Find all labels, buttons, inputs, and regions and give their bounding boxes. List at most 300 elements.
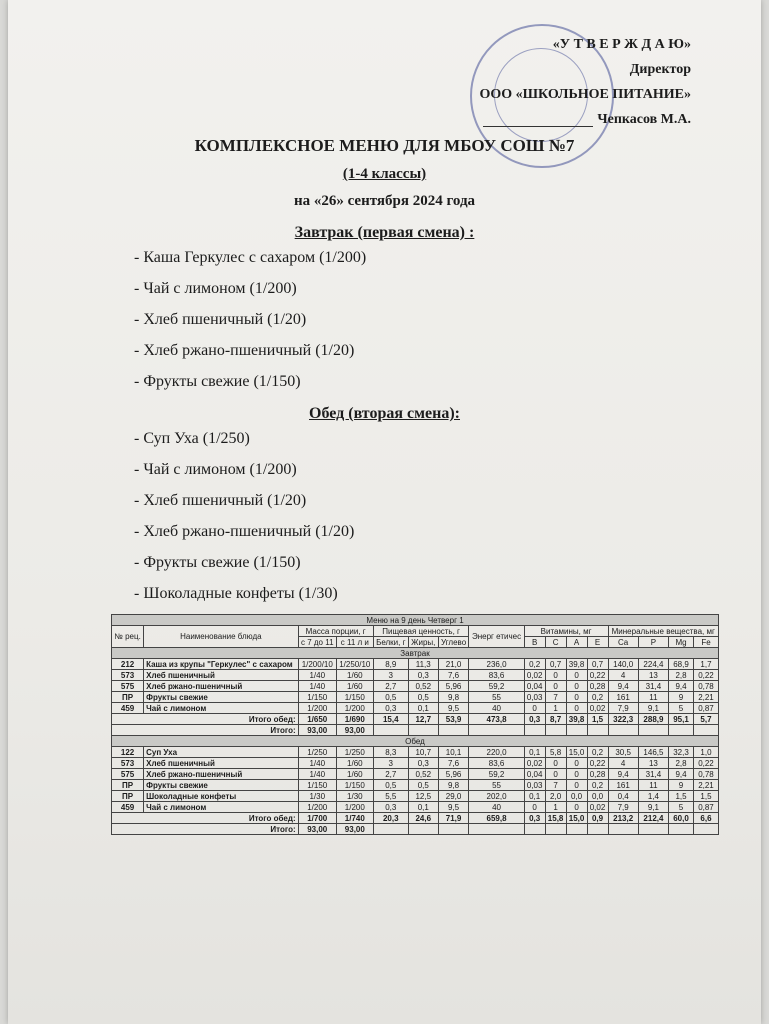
table-row [112, 703, 719, 714]
table-cell: 0 [566, 703, 587, 714]
table-cell: 0,04 [524, 681, 545, 692]
table-cell: 212 [112, 659, 144, 670]
table-cell: 9,8 [438, 780, 469, 791]
col-nutrition: Пищевая ценность, г [373, 626, 469, 637]
table-cell: 7 [545, 692, 566, 703]
list-item: - Суп Уха (1/250) [134, 430, 250, 447]
table-cell: 1,5 [669, 791, 694, 802]
col-recipe-number: № рец. [112, 626, 144, 648]
table-cell: 40 [469, 703, 524, 714]
table-row [112, 791, 719, 802]
table-cell: 0,02 [587, 703, 608, 714]
table-cell: 0,7 [545, 659, 566, 670]
table-cell: 0,87 [693, 703, 718, 714]
table-cell: ПР [112, 692, 144, 703]
total-cell: 288,9 [638, 714, 668, 725]
list-item: - Хлеб ржано-пшеничный (1/20) [134, 523, 355, 540]
total-cell: 12,7 [408, 714, 438, 725]
approval-block [480, 32, 692, 132]
table-cell: 459 [112, 802, 144, 813]
table-cell: 0,52 [408, 681, 438, 692]
table-cell: 161 [608, 692, 638, 703]
table-cell: 1/250/10 [336, 659, 373, 670]
empty-cell [524, 824, 545, 835]
price-cell: 93,00 [298, 725, 336, 736]
table-row [112, 659, 719, 670]
table-cell: 0 [545, 769, 566, 780]
table-cell: 0,5 [373, 780, 408, 791]
dish-name-cell: Фрукты свежие [144, 780, 299, 791]
table-cell: 11 [638, 780, 668, 791]
col-fat: Жиры, [408, 637, 438, 648]
table-cell: 1/40 [298, 769, 336, 780]
table-row [112, 681, 719, 692]
table-cell: 0,78 [693, 769, 718, 780]
table-cell: 2,21 [693, 780, 718, 791]
list-item: - Хлеб пшеничный (1/20) [134, 311, 307, 328]
table-cell: 1,7 [693, 659, 718, 670]
total-cell: 473,8 [469, 714, 524, 725]
breakfast-title: Завтрак (первая смена) : [294, 224, 475, 241]
approval-organization: ООО «ШКОЛЬНОЕ ПИТАНИЕ» [479, 87, 691, 102]
table-cell: 0 [524, 802, 545, 813]
table-row [112, 747, 719, 758]
section-row [112, 736, 719, 747]
table-cell: 83,6 [469, 670, 524, 681]
table-cell: 0,3 [373, 802, 408, 813]
table-cell: 2,7 [373, 769, 408, 780]
empty-cell [693, 725, 718, 736]
empty-cell [587, 725, 608, 736]
table-cell: 0 [566, 692, 587, 703]
col-vitamins: Витамины, мг [524, 626, 608, 637]
total-cell: 0,3 [524, 813, 545, 824]
table-cell: 15,0 [566, 747, 587, 758]
total-cell: 322,3 [608, 714, 638, 725]
table-cell: 55 [469, 780, 524, 791]
empty-cell [524, 725, 545, 736]
table-cell: 9 [669, 692, 694, 703]
table-cell: 0,03 [524, 780, 545, 791]
table-cell: 1/200 [298, 802, 336, 813]
table-cell: 1/200/10 [298, 659, 336, 670]
col-ca: Ca [608, 637, 638, 648]
table-cell: 9,1 [638, 703, 668, 714]
document-title: КОМПЛЕКСНОЕ МЕНЮ ДЛЯ МБОУ СОШ №7 [194, 136, 575, 155]
table-cell: ПР [112, 780, 144, 791]
total-cell: 15,0 [566, 813, 587, 824]
table-cell: 2,21 [693, 692, 718, 703]
table-cell: 59,2 [469, 681, 524, 692]
dish-name-cell: Хлеб пшеничный [144, 670, 299, 681]
table-cell: 55 [469, 692, 524, 703]
signature [483, 112, 593, 127]
table-cell: 39,8 [566, 659, 587, 670]
list-item: - Чай с лимоном (1/200) [134, 280, 297, 297]
table-cell: 0,2 [587, 747, 608, 758]
table-cell: 459 [112, 703, 144, 714]
list-item: - Хлеб пшеничный (1/20) [134, 492, 307, 509]
table-cell: 0,0 [587, 791, 608, 802]
table-cell: 0,1 [524, 747, 545, 758]
lunch-section [8, 405, 761, 609]
dish-name-cell: Хлеб пшеничный [144, 758, 299, 769]
table-cell: 0,2 [524, 659, 545, 670]
table-cell: 2,8 [669, 758, 694, 769]
table-cell: 7,6 [438, 670, 469, 681]
table-row [112, 802, 719, 813]
table-cell: 0,2 [587, 692, 608, 703]
table-cell: 140,0 [608, 659, 638, 670]
dish-name-cell: Фрукты свежие [144, 692, 299, 703]
total-row [112, 714, 719, 725]
table-banner: Меню на 9 день Четверг 1 [112, 615, 719, 626]
empty-cell [566, 725, 587, 736]
section-title: Обед [112, 736, 719, 747]
table-cell: 0,22 [587, 758, 608, 769]
nutrition-table [111, 614, 719, 835]
total-cell: 15,4 [373, 714, 408, 725]
price-row [112, 725, 719, 736]
table-cell: 9,4 [669, 769, 694, 780]
table-row [112, 758, 719, 769]
col-vit-b: B [524, 637, 545, 648]
empty-cell [669, 824, 694, 835]
approval-signer-line [480, 107, 692, 132]
total-cell: 213,2 [608, 813, 638, 824]
table-cell: 1/40 [298, 670, 336, 681]
document-header [8, 136, 761, 210]
table-cell: 10,7 [408, 747, 438, 758]
col-protein: Белки, г [373, 637, 408, 648]
table-cell: 2,7 [373, 681, 408, 692]
total-cell: 212,4 [638, 813, 668, 824]
table-cell: 7,6 [438, 758, 469, 769]
price-cell: 93,00 [298, 824, 336, 835]
table-cell: 224,4 [638, 659, 668, 670]
breakfast-section [8, 224, 761, 397]
table-cell: 575 [112, 681, 144, 692]
menu-date: на «26» сентября 2024 года [293, 193, 476, 209]
table-cell: 12,5 [408, 791, 438, 802]
table-cell: 1/30 [336, 791, 373, 802]
table-cell: ПР [112, 791, 144, 802]
table-cell: 10,1 [438, 747, 469, 758]
table-cell: 0,5 [408, 692, 438, 703]
empty-cell [693, 824, 718, 835]
total-cell: 0,9 [587, 813, 608, 824]
table-cell: 7,9 [608, 802, 638, 813]
table-cell: 0,3 [408, 758, 438, 769]
dish-name-cell: Суп Уха [144, 747, 299, 758]
table-cell: 8,3 [373, 747, 408, 758]
table-cell: 0,4 [608, 791, 638, 802]
table-cell: 1/60 [336, 670, 373, 681]
list-item: - Каша Геркулес с сахаром (1/200) [134, 249, 367, 266]
document-page [8, 0, 761, 1024]
table-cell: 0 [545, 681, 566, 692]
col-vit-e: E [587, 637, 608, 648]
table-cell: 0,03 [524, 692, 545, 703]
table-cell: 13 [638, 758, 668, 769]
table-cell: 0,22 [693, 670, 718, 681]
total-cell: 1/690 [336, 714, 373, 725]
table-cell: 0 [566, 769, 587, 780]
table-cell: 0 [545, 758, 566, 769]
table-row [112, 692, 719, 703]
dish-name-cell: Каша из крупы "Геркулес" с сахаром [144, 659, 299, 670]
total-cell: 24,6 [408, 813, 438, 824]
col-portion-mass: Масса порции, г [298, 626, 373, 637]
table-cell: 9,4 [669, 681, 694, 692]
table-cell: 0,78 [693, 681, 718, 692]
nutrition-table-wrap [111, 614, 719, 835]
total-label: Итого обед: [112, 714, 299, 725]
list-item: - Шоколадные конфеты (1/30) [134, 585, 338, 602]
price-label: Итого: [112, 824, 299, 835]
price-cell: 93,00 [336, 824, 373, 835]
table-cell: 0,2 [587, 780, 608, 791]
table-cell: 0,02 [524, 758, 545, 769]
table-cell: 0 [566, 780, 587, 791]
approval-signer: Чепкасов М.А. [597, 112, 691, 127]
table-cell: 0 [566, 681, 587, 692]
table-cell: 30,5 [608, 747, 638, 758]
table-cell: 1/150 [298, 692, 336, 703]
empty-cell [469, 725, 524, 736]
lunch-list [8, 423, 761, 609]
empty-cell [438, 824, 469, 835]
table-cell: 9,8 [438, 692, 469, 703]
table-cell: 0,02 [587, 802, 608, 813]
total-cell: 53,9 [438, 714, 469, 725]
col-minerals: Минеральные вещества, мг [608, 626, 718, 637]
empty-cell [545, 725, 566, 736]
table-cell: 32,3 [669, 747, 694, 758]
total-cell: 1,5 [587, 714, 608, 725]
table-cell: 3 [373, 758, 408, 769]
col-mass-b: с 11 л и [336, 637, 373, 648]
table-cell: 220,0 [469, 747, 524, 758]
table-cell: 573 [112, 758, 144, 769]
table-cell: 1/30 [298, 791, 336, 802]
section-title: Завтрак [112, 648, 719, 659]
table-row [112, 670, 719, 681]
table-cell: 8,9 [373, 659, 408, 670]
table-cell: 575 [112, 769, 144, 780]
table-cell: 0,1 [524, 791, 545, 802]
table-cell: 7,9 [608, 703, 638, 714]
table-cell: 1/40 [298, 681, 336, 692]
col-mg: Mg [669, 637, 694, 648]
table-cell: 1/150 [336, 780, 373, 791]
table-cell: 68,9 [669, 659, 694, 670]
table-banner-row [112, 615, 719, 626]
table-cell: 9,5 [438, 703, 469, 714]
table-cell: 1/200 [336, 802, 373, 813]
table-cell: 29,0 [438, 791, 469, 802]
empty-cell [669, 725, 694, 736]
empty-cell [469, 824, 524, 835]
table-cell: 59,2 [469, 769, 524, 780]
total-cell: 1/700 [298, 813, 336, 824]
total-cell: 5,7 [693, 714, 718, 725]
lunch-title: Обед (вторая смена): [309, 405, 460, 422]
table-cell: 11 [638, 692, 668, 703]
col-fe: Fe [693, 637, 718, 648]
dish-name-cell: Чай с лимоном [144, 703, 299, 714]
table-cell: 0,3 [373, 703, 408, 714]
table-cell: 0 [566, 670, 587, 681]
empty-cell [638, 725, 668, 736]
table-cell: 161 [608, 780, 638, 791]
table-cell: 5 [669, 703, 694, 714]
table-cell: 40 [469, 802, 524, 813]
table-cell: 5,96 [438, 769, 469, 780]
header-row [112, 626, 719, 637]
total-cell: 71,9 [438, 813, 469, 824]
col-vit-a: A [566, 637, 587, 648]
empty-cell [566, 824, 587, 835]
table-cell: 5,8 [545, 747, 566, 758]
table-cell: 0,7 [587, 659, 608, 670]
list-item: - Хлеб ржано-пшеничный (1/20) [134, 342, 355, 359]
table-cell: 7 [545, 780, 566, 791]
total-cell: 39,8 [566, 714, 587, 725]
total-cell: 1/650 [298, 714, 336, 725]
table-cell: 1/200 [336, 703, 373, 714]
table-row [112, 769, 719, 780]
col-mass-a: с 7 до 11 [298, 637, 336, 648]
table-cell: 1/150 [336, 692, 373, 703]
table-cell: 202,0 [469, 791, 524, 802]
table-cell: 31,4 [638, 681, 668, 692]
table-cell: 5,96 [438, 681, 469, 692]
total-cell: 60,0 [669, 813, 694, 824]
table-cell: 9 [669, 780, 694, 791]
table-cell: 0,22 [693, 758, 718, 769]
empty-cell [373, 725, 408, 736]
list-item: - Фрукты свежие (1/150) [134, 554, 301, 571]
table-cell: 1/40 [298, 758, 336, 769]
table-cell: 1/150 [298, 780, 336, 791]
table-cell: 31,4 [638, 769, 668, 780]
table-cell: 122 [112, 747, 144, 758]
table-cell: 0,87 [693, 802, 718, 813]
price-cell: 93,00 [336, 725, 373, 736]
total-cell: 6,6 [693, 813, 718, 824]
grades-label: (1-4 классы) [342, 166, 427, 182]
col-dish-name: Наименование блюда [144, 626, 299, 648]
table-cell: 0,3 [408, 670, 438, 681]
table-cell: 9,4 [608, 681, 638, 692]
table-cell: 1/250 [336, 747, 373, 758]
table-cell: 0,28 [587, 769, 608, 780]
table-cell: 9,1 [638, 802, 668, 813]
table-cell: 11,3 [408, 659, 438, 670]
table-cell: 4 [608, 670, 638, 681]
table-cell: 1,0 [693, 747, 718, 758]
total-cell: 8,7 [545, 714, 566, 725]
empty-cell [438, 725, 469, 736]
table-cell: 13 [638, 670, 668, 681]
table-cell: 0,02 [524, 670, 545, 681]
empty-cell [408, 824, 438, 835]
table-cell: 1/60 [336, 769, 373, 780]
table-cell: 0,1 [408, 703, 438, 714]
table-cell: 1 [545, 703, 566, 714]
table-cell: 0,5 [373, 692, 408, 703]
empty-cell [608, 725, 638, 736]
total-cell: 95,1 [669, 714, 694, 725]
table-cell: 1/250 [298, 747, 336, 758]
empty-cell [587, 824, 608, 835]
table-cell: 0,28 [587, 681, 608, 692]
empty-cell [638, 824, 668, 835]
price-label: Итого: [112, 725, 299, 736]
dish-name-cell: Хлеб ржано-пшеничный [144, 681, 299, 692]
total-cell: 1/740 [336, 813, 373, 824]
list-item: - Фрукты свежие (1/150) [134, 373, 301, 390]
dish-name-cell: Хлеб ржано-пшеничный [144, 769, 299, 780]
table-row [112, 780, 719, 791]
empty-cell [545, 824, 566, 835]
table-body [112, 648, 719, 835]
table-cell: 1/200 [298, 703, 336, 714]
table-cell: 9,5 [438, 802, 469, 813]
table-cell: 0,1 [408, 802, 438, 813]
table-cell: 236,0 [469, 659, 524, 670]
table-cell: 0,0 [566, 791, 587, 802]
table-cell: 4 [608, 758, 638, 769]
approval-position: Директор [629, 62, 691, 77]
total-label: Итого обед: [112, 813, 299, 824]
table-cell: 0 [524, 703, 545, 714]
table-cell: 83,6 [469, 758, 524, 769]
table-cell: 1 [545, 802, 566, 813]
table-cell: 2,8 [669, 670, 694, 681]
empty-cell [608, 824, 638, 835]
table-cell: 0,5 [408, 780, 438, 791]
list-item: - Чай с лимоном (1/200) [134, 461, 297, 478]
table-cell: 1/60 [336, 681, 373, 692]
empty-cell [373, 824, 408, 835]
table-cell: 0,22 [587, 670, 608, 681]
table-cell: 5,5 [373, 791, 408, 802]
table-cell: 0,52 [408, 769, 438, 780]
col-energy: Энерг етичес [469, 626, 524, 648]
table-cell: 0 [545, 670, 566, 681]
breakfast-list [8, 242, 761, 397]
table-cell: 0 [566, 758, 587, 769]
table-cell: 21,0 [438, 659, 469, 670]
total-cell: 15,8 [545, 813, 566, 824]
table-cell: 573 [112, 670, 144, 681]
approval-title: «У Т В Е Р Ж Д А Ю» [552, 37, 691, 52]
table-cell: 2,0 [545, 791, 566, 802]
table-cell: 1,5 [693, 791, 718, 802]
table-cell: 0,04 [524, 769, 545, 780]
table-cell: 146,5 [638, 747, 668, 758]
table-cell: 1/60 [336, 758, 373, 769]
table-cell: 3 [373, 670, 408, 681]
section-row [112, 648, 719, 659]
price-row [112, 824, 719, 835]
dish-name-cell: Шоколадные конфеты [144, 791, 299, 802]
total-row [112, 813, 719, 824]
empty-cell [408, 725, 438, 736]
table-cell: 5 [669, 802, 694, 813]
